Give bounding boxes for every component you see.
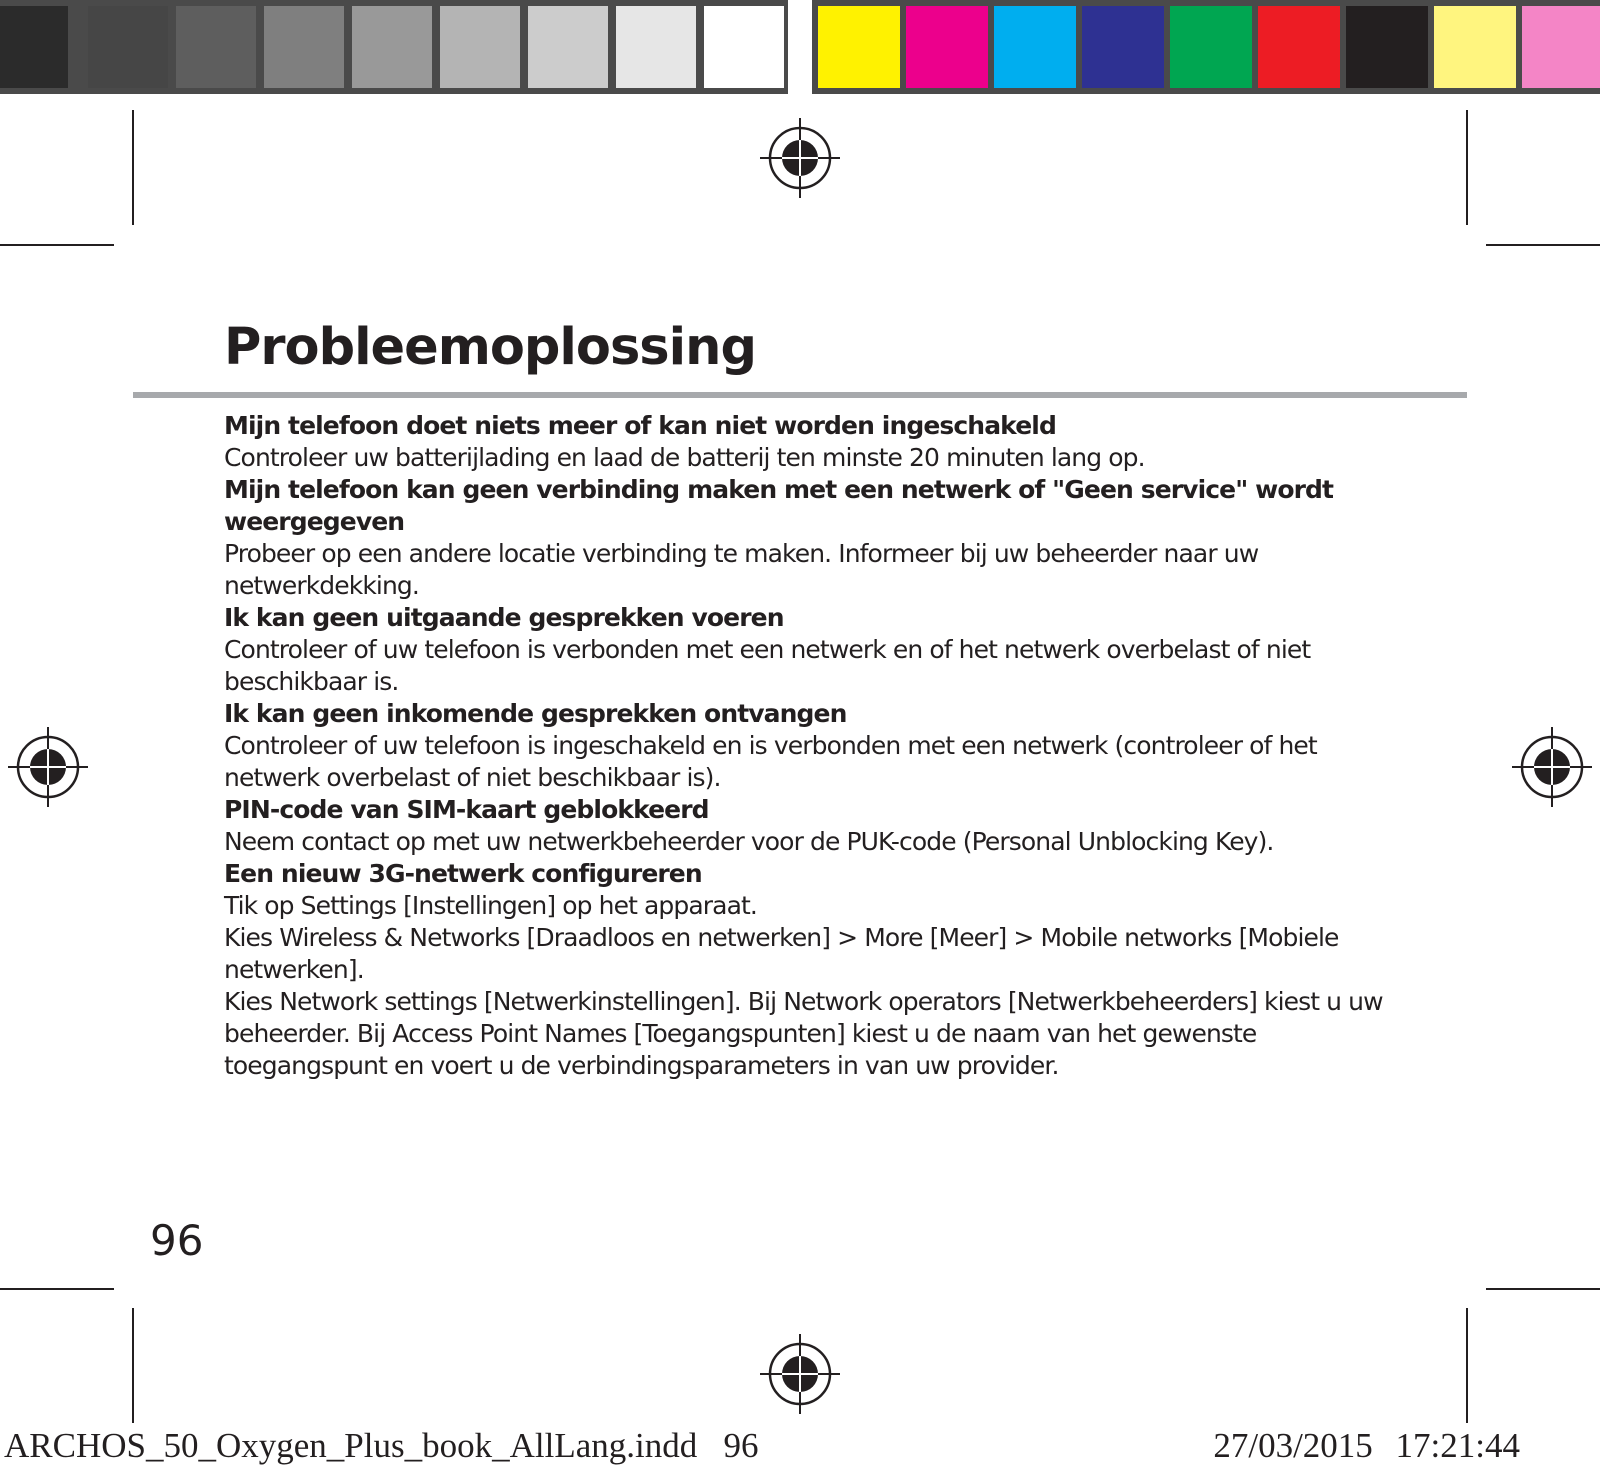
gray-swatch: [0, 6, 68, 88]
gray-swatch: [616, 6, 696, 88]
color-swatch: [994, 6, 1076, 88]
question-heading: Ik kan geen uitgaande gesprekken voeren: [224, 603, 784, 632]
page-title: Probleemoplossing: [224, 318, 756, 377]
answer-text: Controleer uw batterijlading en laad de batterij ten minste 20 minuten lang op.: [224, 443, 1145, 472]
answer-text: Kies Network settings [Netwerkinstellingen]. Bij Network operators [Netwerkbeheerders] kiest u uw beheerder. Bij Access Point Names [Toegangspunten] kiest u de naam van het gewenste toegangspunt en voert u de verbindingsparameters in van uw provider.: [224, 987, 1383, 1080]
gray-swatch: [176, 6, 256, 88]
color-swatch: [1522, 6, 1600, 88]
gray-swatch: [528, 6, 608, 88]
title-underline-rule: [133, 392, 1467, 398]
crop-mark-top-left-vertical: [132, 110, 134, 225]
question-heading: Mijn telefoon doet niets meer of kan niet worden ingeschakeld: [224, 411, 1056, 440]
crop-mark-bottom-right-horizontal: [1486, 1288, 1600, 1290]
color-swatch: [1434, 6, 1516, 88]
crop-mark-bottom-left-vertical: [132, 1308, 134, 1423]
slug-timestamp: [1213, 1428, 1520, 1463]
answer-text: Neem contact op met uw netwerkbeheerder voor de PUK-code (Personal Unblocking Key).: [224, 827, 1274, 856]
gray-swatch: [264, 6, 344, 88]
registration-mark-bottom-icon: [760, 1334, 840, 1414]
answer-text: Controleer of uw telefoon is verbonden met een netwerk en of het netwerk overbelast of niet beschikbaar is.: [224, 635, 1311, 696]
crop-mark-top-right-vertical: [1466, 110, 1468, 225]
question-heading: PIN-code van SIM-kaart geblokkeerd: [224, 795, 709, 824]
gray-swatch: [440, 6, 520, 88]
answer-text: Controleer of uw telefoon is ingeschakeld en is verbonden met een netwerk (controleer of het netwerk overbelast of niet beschikbaar is).: [224, 731, 1317, 792]
slug-time: 17:21:44: [1395, 1426, 1520, 1465]
registration-mark-top-icon: [760, 118, 840, 198]
color-swatch: [906, 6, 988, 88]
color-swatch: [1170, 6, 1252, 88]
gray-swatch: [704, 6, 784, 88]
slug-filename: ARCHOS_50_Oxygen_Plus_book_AllLang.indd 96: [4, 1426, 759, 1465]
crop-mark-top-left-horizontal: [0, 244, 114, 246]
color-swatch: [1258, 6, 1340, 88]
page-number: 96: [150, 1216, 204, 1265]
crop-mark-bottom-right-vertical: [1466, 1308, 1468, 1423]
crop-mark-top-right-horizontal: [1486, 244, 1600, 246]
troubleshooting-content: [224, 410, 1404, 1082]
registration-mark-right-icon: [1512, 727, 1592, 807]
color-swatch: [818, 6, 900, 88]
crop-mark-bottom-left-horizontal: [0, 1288, 114, 1290]
color-swatch: [1082, 6, 1164, 88]
registration-mark-left-icon: [8, 727, 88, 807]
answer-text: Kies Wireless & Networks [Draadloos en netwerken] > More [Meer] > Mobile networks [Mobiele netwerken].: [224, 923, 1339, 984]
answer-text: Probeer op een andere locatie verbinding te maken. Informeer bij uw beheerder naar uw netwerkdekking.: [224, 539, 1259, 600]
question-heading: Een nieuw 3G-netwerk configureren: [224, 859, 702, 888]
answer-text: Tik op Settings [Instellingen] op het apparaat.: [224, 891, 757, 920]
question-heading: Ik kan geen inkomende gesprekken ontvangen: [224, 699, 847, 728]
gray-swatch: [88, 6, 168, 88]
question-heading: Mijn telefoon kan geen verbinding maken met een netwerk of "Geen service" wordt weergegeven: [224, 475, 1334, 536]
gray-swatch: [352, 6, 432, 88]
color-swatch: [1346, 6, 1428, 88]
slug-date: 27/03/2015: [1213, 1426, 1373, 1465]
